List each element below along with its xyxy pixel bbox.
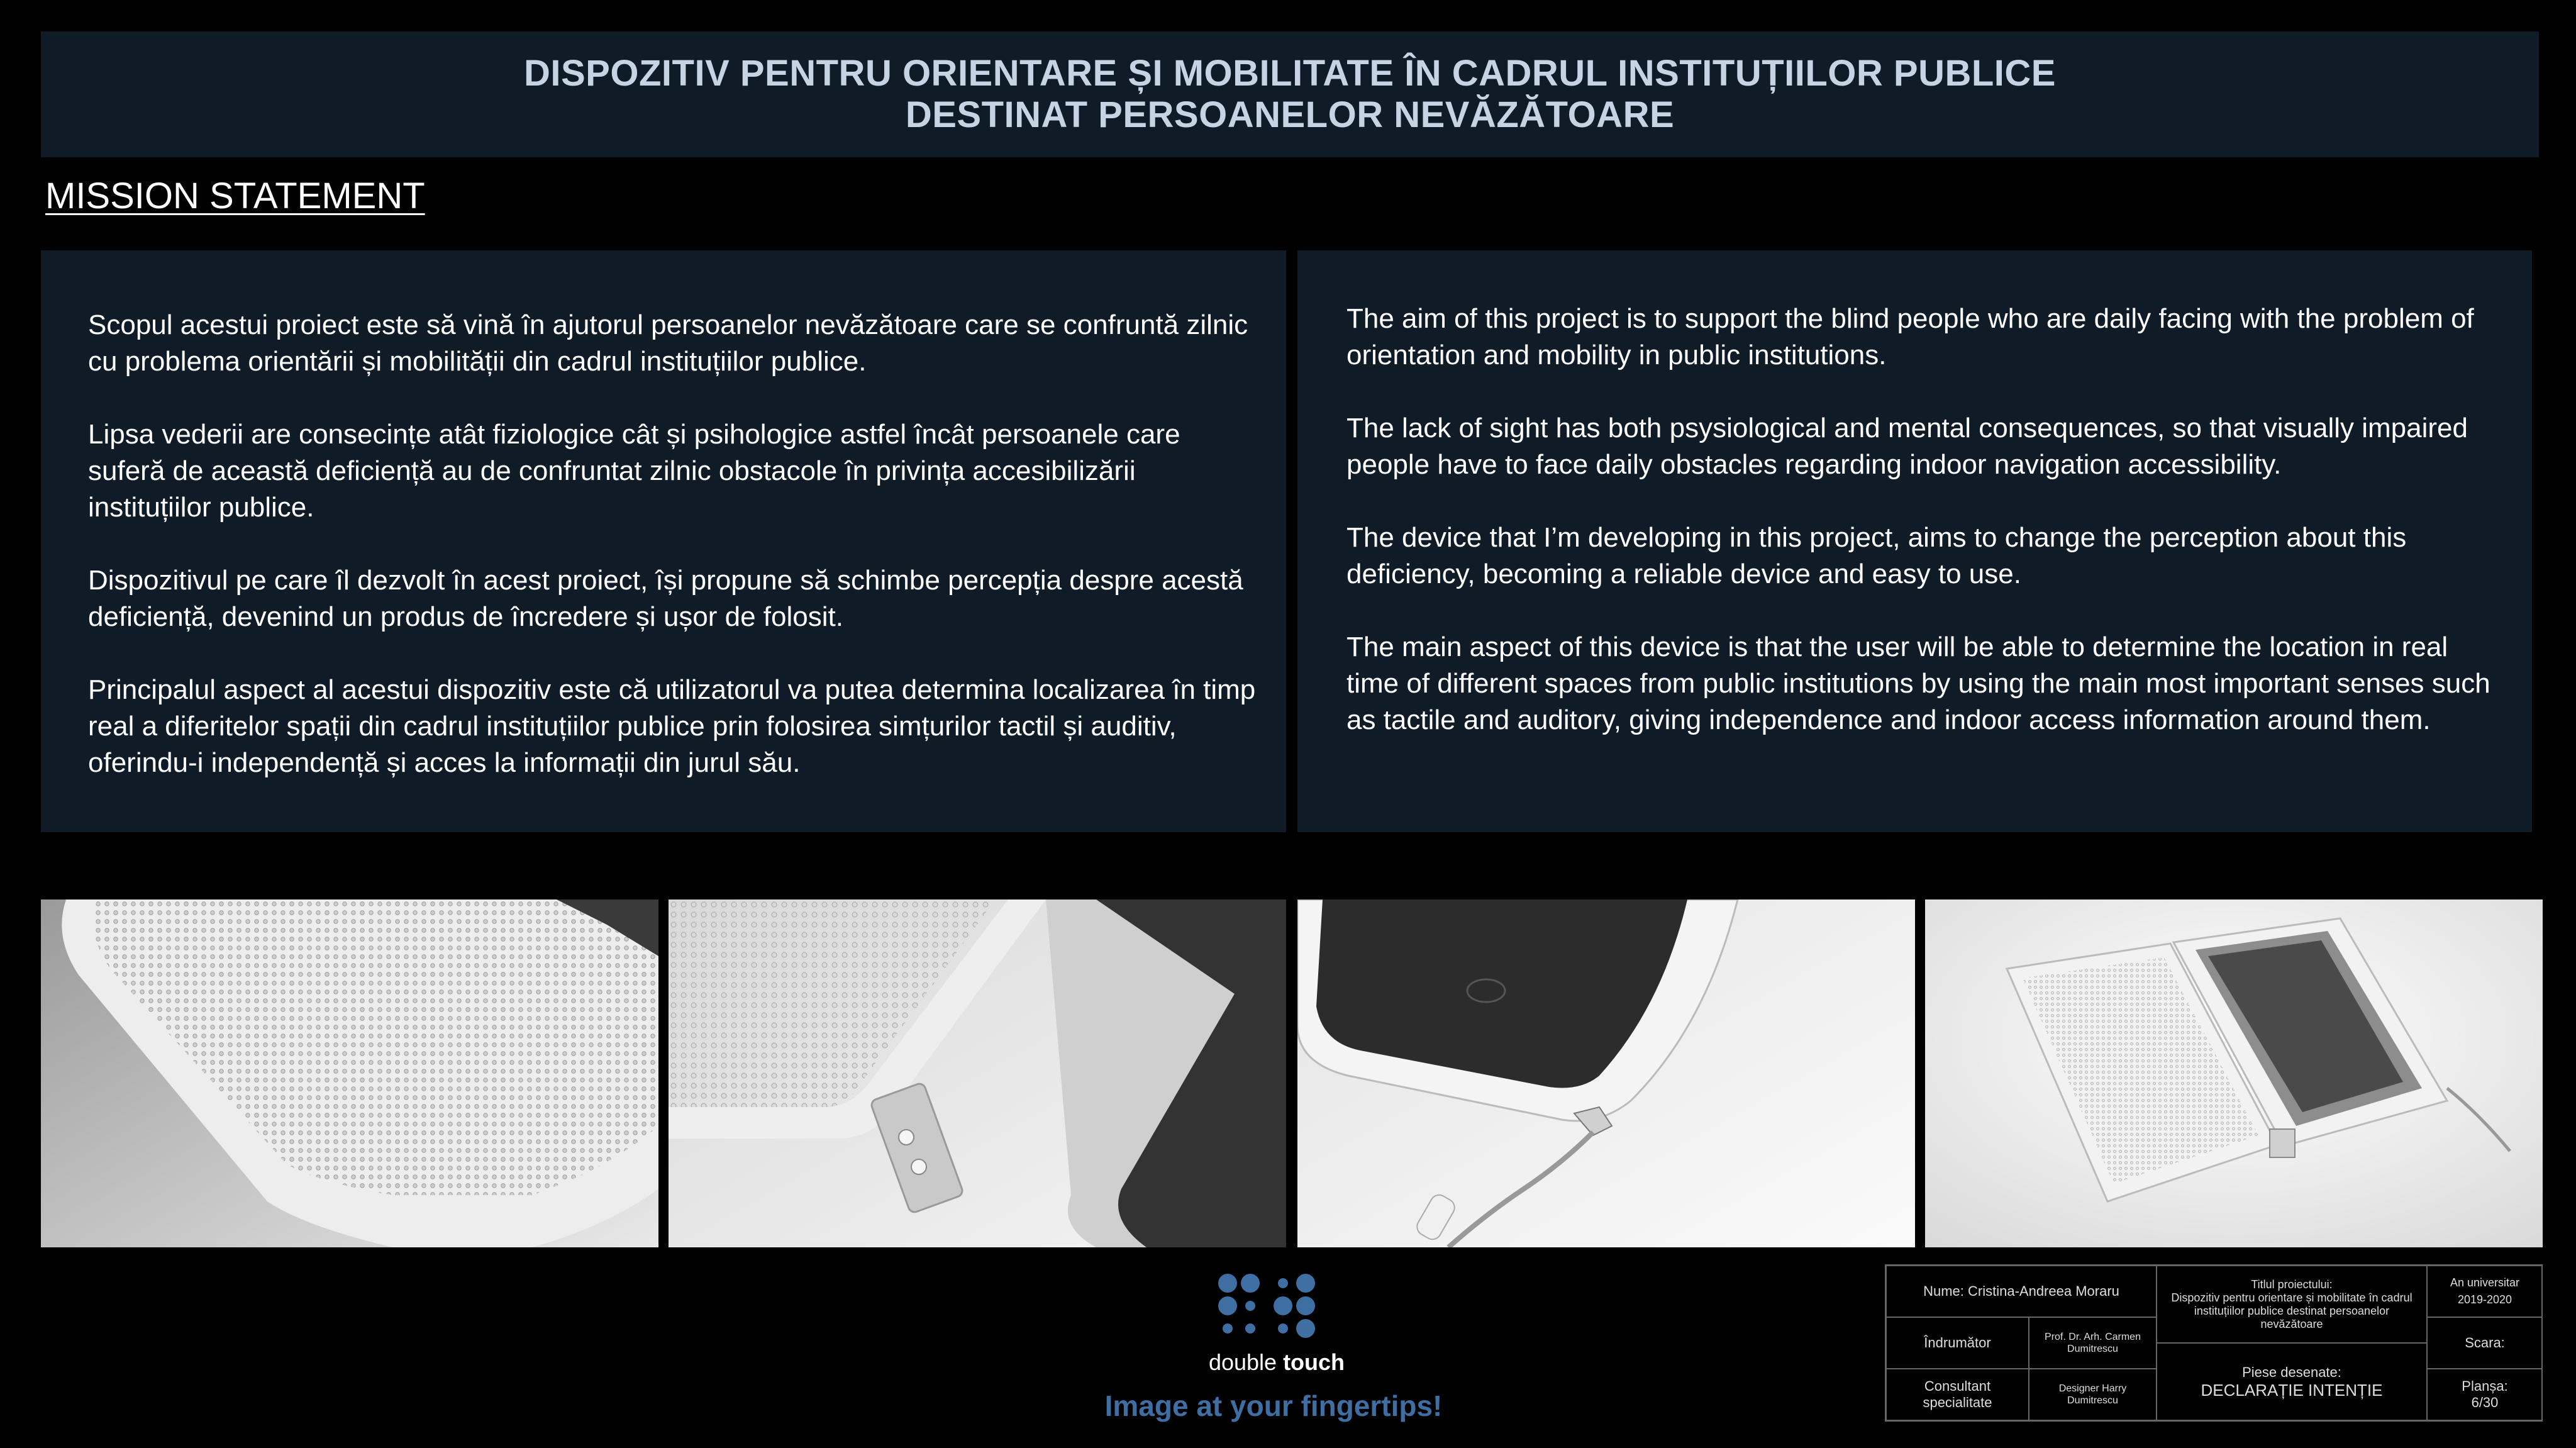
logo-text-bold: touch [1283, 1349, 1345, 1375]
ro-paragraph-2: Lipsa vederii are consecințe atât fiziologice cât și psihologice astfel încât persoanele care suferă de această deficiență au de confruntat zilnic obstacole în privința accesibilizării instituțiilor publice. [88, 419, 1180, 523]
sheet-label: Planșa: [2462, 1378, 2508, 1394]
year-label: An universitar [2450, 1276, 2520, 1289]
romanian-text-panel [41, 250, 1286, 832]
year-cell [2427, 1266, 2543, 1317]
student-name: Nume: Cristina-Andreea Moraru [1886, 1266, 2157, 1317]
ro-paragraph-4: Principalul aspect al acestui dispozitiv este că utilizatorul va putea determina localizarea în timp real a diferitelor spații din cadrul instituțiilor publice prin folosirea simțurilor tactil și auditiv, oferindu-i independență și acces la informații din jurul său. [88, 674, 1256, 778]
render-photo-4 [1925, 899, 2543, 1247]
title-line-1: DISPOZITIV PENTRU ORIENTARE ȘI MOBILITATE ÎN CADRUL INSTITUȚIILOR PUBLICE [524, 53, 2056, 94]
en-paragraph-2: The lack of sight has both psysiological and mental consequences, so that visually impaired people have to face daily obstacles regarding indoor navigation accessibility. [1346, 413, 2468, 480]
consultant-name: Designer Harry Dumitrescu [2029, 1369, 2157, 1420]
title-bar [41, 31, 2539, 157]
title-block [1885, 1264, 2543, 1422]
en-paragraph-3: The device that I’m developing in this project, aims to change the perception about this deficiency, becoming a reliable device and easy to use. [1346, 522, 2407, 589]
logo-text-regular: double [1208, 1349, 1284, 1375]
en-paragraph-1: The aim of this project is to support the blind people who are daily facing with the problem of orientation and mobility in public institutions. [1346, 303, 2474, 370]
render-photo-1 [41, 899, 658, 1247]
sheet-cell [2427, 1369, 2543, 1420]
drawings-label: Piese desenate: [2242, 1364, 2341, 1380]
sheet-number: 6/30 [2471, 1395, 2499, 1410]
ro-paragraph-1: Scopul acestui proiect este să vină în ajutorul persoanelor nevăzătoare care se confruntă zilnic cu problema orientării și mobilității din cadrul instituțiilor publice. [88, 309, 1248, 377]
title-line-2: DESTINAT PERSOANELOR NEVĂZĂTOARE [905, 94, 1675, 135]
ro-paragraph-3: Dispozitivul pe care îl dezvolt în acest proiect, își propune să schimbe percepția despre acestă deficiență, devenind un produs de încredere și ușor de folosit. [88, 565, 1243, 632]
advisor-name: Prof. Dr. Arh. Carmen Dumitrescu [2029, 1317, 2157, 1369]
project-title: Dispozitiv pentru orientare și mobilitate în cadrul instituțiilor publice destinat persoanelor nevăzătoare [2171, 1291, 2412, 1330]
tagline: Image at your fingertips! [1104, 1390, 1443, 1422]
english-text-panel [1297, 250, 2532, 832]
advisor-label: Îndrumător [1886, 1317, 2029, 1369]
render-photo-3 [1297, 899, 1915, 1247]
drawings-value: DECLARAȚIE INTENȚIE [2201, 1380, 2383, 1400]
project-title-label: Titlul proiectului: [2251, 1278, 2333, 1291]
project-title-cell [2157, 1266, 2427, 1343]
consultant-label: Consultant specialitate [1886, 1369, 2029, 1420]
drawings-cell [2157, 1343, 2427, 1420]
year-value: 2019-2020 [2457, 1293, 2512, 1306]
en-paragraph-4: The main aspect of this device is that the user will be able to determine the location in real time of different spaces from public institutions by using the main most important senses such as tactile and auditory, giving independence and indoor access information around them. [1346, 632, 2490, 735]
mission-heading: MISSION STATEMENT [45, 175, 425, 216]
render-photo-2 [669, 899, 1286, 1247]
logo-text [1182, 1349, 1371, 1376]
scale-label: Scara: [2427, 1317, 2543, 1369]
